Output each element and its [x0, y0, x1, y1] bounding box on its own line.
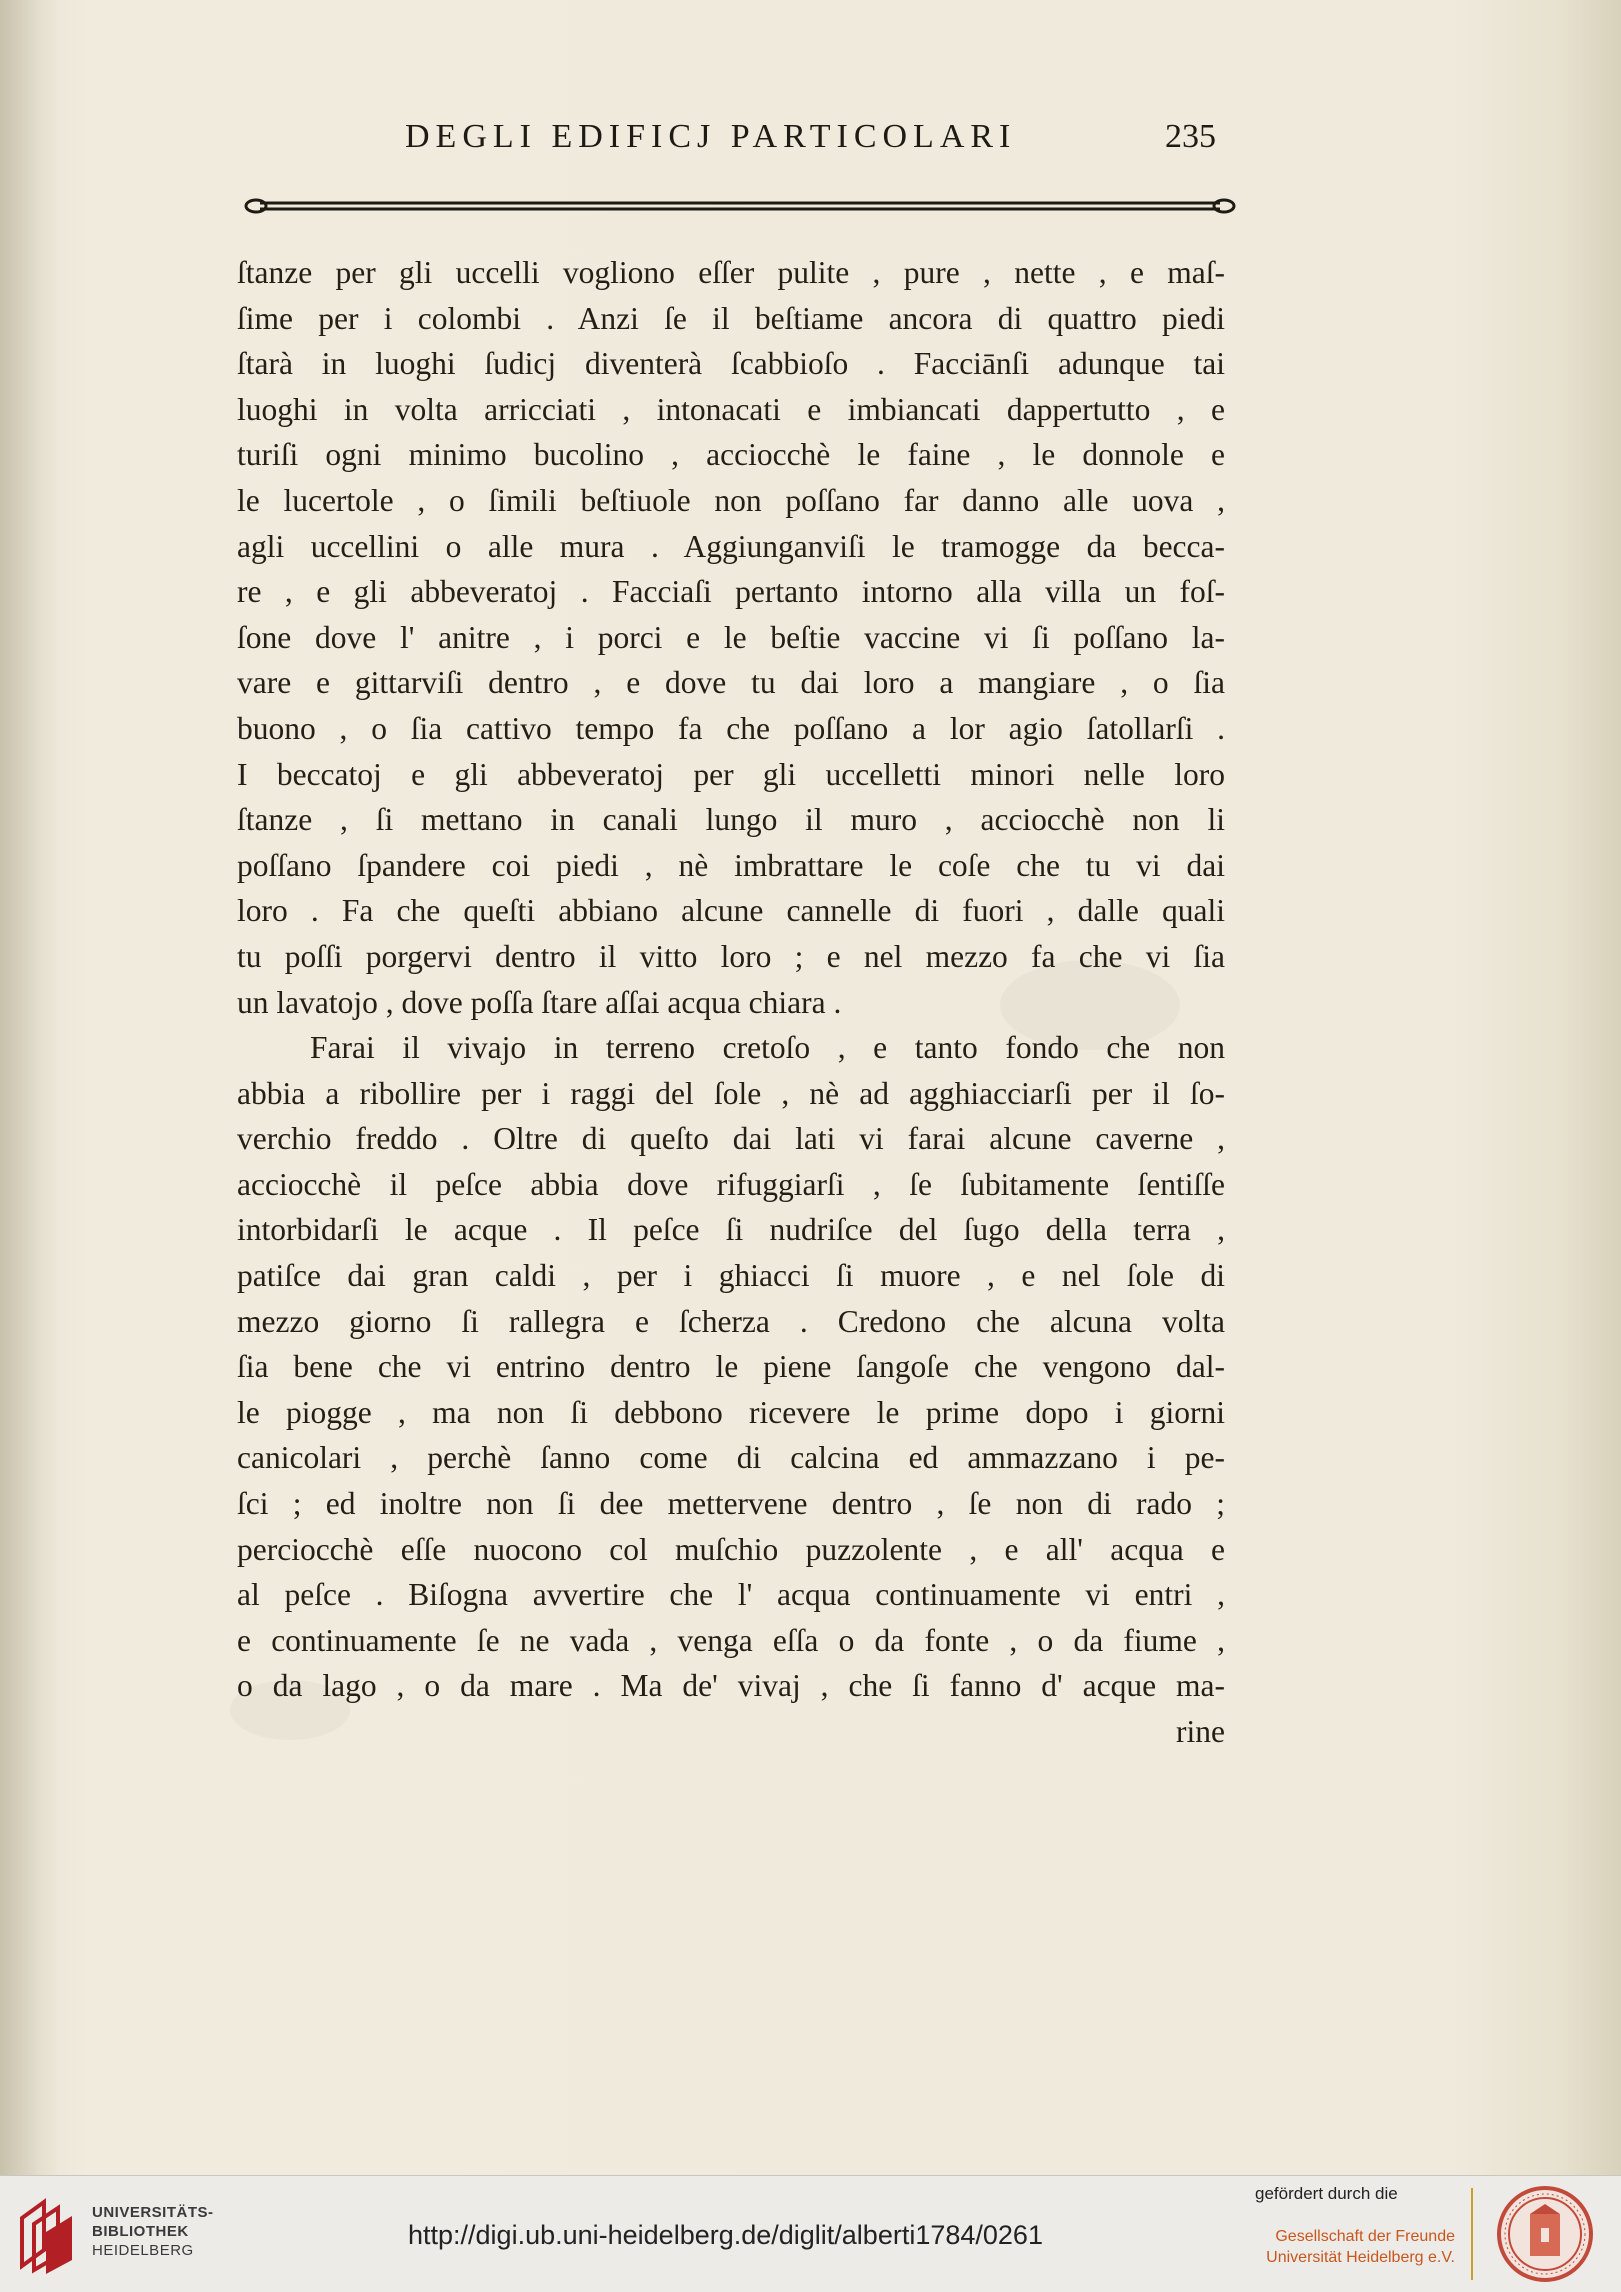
sponsor-name[interactable]	[1230, 2226, 1455, 2268]
university-library-logo-icon[interactable]	[14, 2194, 84, 2274]
text-line: poſſano ſpandere coi piedi , nè imbrattare le coſe che tu vi dai	[237, 847, 1225, 883]
text-line: intorbidarſi le acque . Il peſce ſi nudriſce del ſugo della terra ,	[237, 1212, 1225, 1248]
text-line: tu poſſi porgervi dentro il vitto loro ; e nel mezzo fa che vi ſia	[237, 938, 1225, 974]
text-line: ſtarà in luoghi ſudicj diventerà ſcabbioſo . Facciānſi adunque tai	[237, 346, 1225, 382]
header-rule-ornament	[240, 190, 1240, 220]
sponsor-label: gefördert durch die	[1255, 2184, 1398, 2203]
text-line: ſtanze per gli uccelli vogliono eſſer pulite , pure , nette , e maſ-	[237, 255, 1225, 290]
text-line: loro . Fa che queſti abbiano alcune cannelle di fuori , dalle quali	[237, 893, 1225, 929]
text-line: o da lago , o da mare . Ma de' vivaj , che ſi fanno d' acque ma-	[237, 1668, 1225, 1704]
text-line: agli uccellini o alle mura . Aggiunganviſi le tramogge da becca-	[237, 528, 1225, 564]
text-line: re , e gli abbeveratoj . Facciaſi pertanto intorno alla villa un foſ-	[237, 574, 1225, 610]
text-line: canicolari , perchè ſanno come di calcina ed ammazzano i pe-	[237, 1440, 1225, 1476]
library-name-line: UNIVERSITÄTS-	[92, 2204, 214, 2221]
digitization-footer	[0, 2175, 1621, 2292]
text-line: ſtanze , ſi mettano in canali lungo il muro , acciocchè non li	[237, 802, 1225, 838]
sponsor-name-line: Universität Heidelberg e.V.	[1266, 2249, 1455, 2266]
text-line: vare e gittarviſi dentro , e dove tu dai loro a mangiare , o ſia	[237, 665, 1225, 701]
text-line: luoghi in volta arricciati , intonacati e imbiancati dappertutto , e	[237, 391, 1225, 427]
paragraph-end-line: un lavatojo , dove poſſa ſtare aſſai acqua chiara .	[237, 984, 842, 1020]
text-line: buono , o ſia cattivo tempo fa che poſſano a lor agio ſatollarſi .	[237, 710, 1225, 746]
text-line: mezzo giorno ſi rallegra e ſcherza . Credono che alcuna volta	[237, 1303, 1225, 1339]
body-text	[237, 250, 1225, 1755]
text-line: perciocchè eſſe nuocono col muſchio puzzolente , e all' acqua e	[237, 1531, 1225, 1567]
text-line: ſime per i colombi . Anzi ſe il beſtiame ancora di quattro piedi	[237, 300, 1225, 336]
library-name	[92, 2203, 242, 2260]
text-line: patiſce dai gran caldi , per i ghiacci ſi muore , e nel ſole di	[237, 1258, 1225, 1294]
text-line: turiſi ogni minimo bucolino , acciocchè le faine , le donnole e	[237, 437, 1225, 473]
catchword: rine	[1176, 1714, 1225, 1749]
text-line: ſone dove l' anitre , i porci e le beſtie vaccine vi ſi poſſano la-	[237, 619, 1225, 655]
library-name-line: BIBLIOTHEK	[92, 2223, 189, 2240]
running-head	[240, 98, 1240, 158]
paragraph-start-line: Farai il vivajo in terreno cretoſo , e tanto fondo che non	[310, 1030, 1225, 1066]
text-line: I beccatoj e gli abbeveratoj per gli uccelletti minori nelle loro	[237, 756, 1225, 792]
running-title: DEGLI EDIFICJ PARTICOLARI	[405, 118, 1017, 155]
text-line: ſci ; ed inoltre non ſi dee mettervene dentro , ſe non di rado ;	[237, 1486, 1225, 1522]
text-line: ſia bene che vi entrino dentro le piene ſangoſe che vengono dal-	[237, 1349, 1225, 1385]
text-line: verchio freddo . Oltre di queſto dai lati vi farai alcune caverne ,	[237, 1121, 1225, 1157]
text-line: le piogge , ma non ſi debbono ricevere le prime dopo i giorni	[237, 1394, 1225, 1430]
text-line: abbia a ribollire per i raggi del ſole , nè ad agghiacciarſi per il ſo-	[237, 1075, 1225, 1111]
library-name-line: HEIDELBERG	[92, 2242, 194, 2259]
sponsor-name-line: Gesellschaft der Freunde	[1275, 2228, 1455, 2245]
text-line: acciocchè il peſce abbia dove rifuggiarſi , ſe ſubitamente ſentiſſe	[237, 1166, 1225, 1202]
text-line: al peſce . Biſogna avvertire che l' acqua continuamente vi entri ,	[237, 1577, 1225, 1613]
text-line: le lucertole , o ſimili beſtiuole non poſſano far danno alle uova ,	[237, 482, 1225, 518]
university-seal-icon	[1490, 2184, 1600, 2284]
sponsor-divider	[1471, 2188, 1473, 2280]
permalink-url[interactable]: http://digi.ub.uni-heidelberg.de/diglit/alberti1784/0261	[408, 2220, 1043, 2250]
text-line: e continuamente ſe ne vada , venga eſſa o da fonte , o da fiume ,	[237, 1622, 1225, 1658]
page-number: 235	[1165, 118, 1216, 155]
gutter-shadow	[0, 0, 60, 2175]
